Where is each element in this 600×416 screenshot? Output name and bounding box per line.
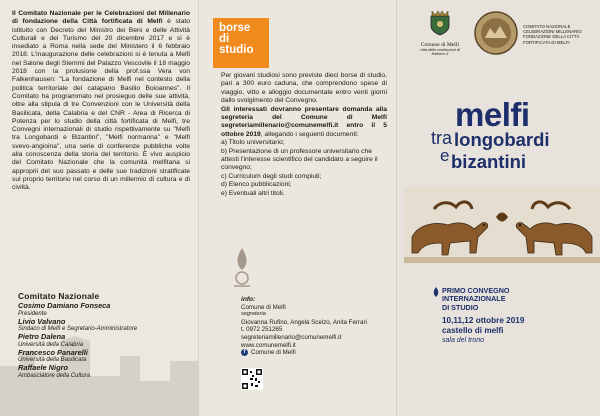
facebook-label: Comune di Melfi <box>251 349 296 357</box>
info-label: info: <box>241 296 256 303</box>
application-rest: , allegando i seguenti documenti: <box>260 130 359 138</box>
title-melfi: melfi <box>455 96 530 133</box>
intro-lead: Il Comitato Nazionale per le Celebrazioni del Millenario di fondazione della Città fortificata di Melfi <box>12 10 190 26</box>
info-names: Giovanna Rufino, Angela Scelzo, Anita Ferrari <box>241 318 367 326</box>
ornament-icon <box>229 246 255 290</box>
scholarship-text <box>221 72 387 198</box>
list-item: d) Elenco pubblicazioni; <box>221 181 292 189</box>
member-name: Cosimo Damiano Fonseca <box>18 301 111 310</box>
mosaic-animals-image <box>404 187 600 263</box>
member-role: Ambasciatore della Cultura <box>18 372 91 379</box>
foundation-seal-icon <box>473 10 519 56</box>
member-item <box>18 364 188 380</box>
left-panel <box>0 0 198 416</box>
comune-subtitle: città delle costituzioni di federico II <box>420 48 460 57</box>
member-name: Raffaele Nigro <box>18 363 68 373</box>
info-block <box>241 296 391 357</box>
application-instructions: Gli interessati dovranno presentare domanda alla segreteria del Comune di Melfi segreteriamillenario@comunemelfi.it entro il 5 ottobre 2019 <box>221 105 387 138</box>
convegno-line: INTERNAZIONALE <box>442 294 506 304</box>
badge-line: di <box>219 33 230 45</box>
info-secretariat: segreteria <box>241 311 266 318</box>
scholarship-paragraph: Per giovani studiosi sono previste dieci borse di studio, pari a 300 euro caduna, che comprendono spese di viaggio, vitto e alloggio documentate entro venti giorni dallo svolgimento del Convegno. <box>221 72 387 105</box>
member-role: Presidente <box>18 310 47 317</box>
facebook-icon: f <box>241 349 248 356</box>
event-dates: 10,11,12 ottobre 2019 <box>442 316 525 325</box>
comune-name: Comune di Melfi <box>420 42 460 48</box>
title-longobardi: longobardi <box>454 129 550 150</box>
member-item <box>18 318 188 334</box>
title-bizantini: bizantini <box>451 151 527 172</box>
convegno-line: DI STUDIO <box>442 302 479 312</box>
member-role: Università della Calabria <box>18 341 84 348</box>
member-name: Pietro Dalena <box>18 332 66 342</box>
facebook-link[interactable] <box>241 349 391 357</box>
event-title <box>396 96 600 186</box>
convegno-line: PRIMO CONVEGNO <box>442 286 510 295</box>
member-item <box>18 349 188 365</box>
qr-code-icon[interactable] <box>241 368 263 390</box>
intro-text: è stato istituito con Decreto del Ministro dei Beni e delle Attività Culturali e del Turismo del 20 dicembre 2017 e si è insediato a Roma nella sede del Ministero il 6 febbraio 2018. L'inaugurazione delle celebrazioni si è tenuta a Melfi nel Salone degli Stemmi del Palazzo Vescovile il 18 maggio 2018 con la prolusione della prof.ssa Vera von Falkenhausen: "La fondazione di Melfi nel contesto della politica territoriale del catapano Basilio Boioannes". Il Comitato ha programmato nel prosieguo delle sue attività, oltre alla stipula di tre Convenzioni con le Università della Basilicata, della Calabria e del CNR - Area di Ricerca di Potenza per lo studio della città fortificata di Melfi, tre Convegni internazionali di studio rispettivamente su "Melfi tra Longobardi e Bizantini", "Melfi normanna" e "Melfi svevo-angioina", una serie di conferenze pubbliche volte alla conoscenza della storia del territorio. È vivo auspicio del Comitato Nazionale che la comunità melfitana si approprii del suo passato e delle sue tradizioni stratificate sul proprio territorio nel corso di un millennio di cultura e di civiltà. <box>12 18 190 192</box>
scholarship-badge <box>213 18 269 68</box>
documents-list <box>221 139 387 198</box>
list-item: c) Curriculum degli studi compiuti; <box>221 172 322 180</box>
logos-row <box>419 10 589 72</box>
list-item: e) Eventuali altri titoli. <box>221 189 285 197</box>
committee-title: Comitato Nazionale <box>18 291 100 301</box>
info-org: Comune di Melfi <box>241 303 286 311</box>
foundation-text: COMITATO NAZIONALE CELEBRAZIONI MILLENARIO FONDAZIONE DELLA CITTÀ FORTIFICATA DI MELFI <box>523 24 582 45</box>
committee-section <box>18 291 188 380</box>
event-details <box>442 316 592 345</box>
info-phone: t. 0972 251265 <box>241 326 283 334</box>
list-item: a) Titolo universitario; <box>221 139 285 147</box>
badge-line: studio <box>219 44 254 56</box>
member-role: Sindaco di Melfi e Segretario-Amministratore <box>18 326 138 333</box>
committee-intro <box>12 10 190 193</box>
coat-of-arms-icon <box>429 10 451 36</box>
convegno-block <box>442 287 592 312</box>
member-role: Università della Basilicata <box>18 357 87 364</box>
member-item <box>18 302 188 318</box>
badge-line: borse <box>219 22 251 34</box>
member-name: Livio Valvano <box>18 316 66 326</box>
info-email[interactable]: segreteriamillenario@comunemelfi.it <box>241 333 342 341</box>
title-e: e <box>440 146 450 165</box>
event-place: castello di melfi <box>442 326 504 335</box>
event-room: sala del trono <box>442 337 485 344</box>
title-tra: tra <box>431 128 453 148</box>
member-name: Francesco Panarelli <box>18 347 88 357</box>
list-item: b) Presentazione di un professore universitario che attesti l'interesse scientifico del candidato a seguire il convegno; <box>221 147 378 172</box>
member-item <box>18 333 188 349</box>
leaf-icon <box>433 287 439 297</box>
info-website[interactable]: www.comunemelfi.it <box>241 341 296 349</box>
comune-logo <box>419 10 461 57</box>
